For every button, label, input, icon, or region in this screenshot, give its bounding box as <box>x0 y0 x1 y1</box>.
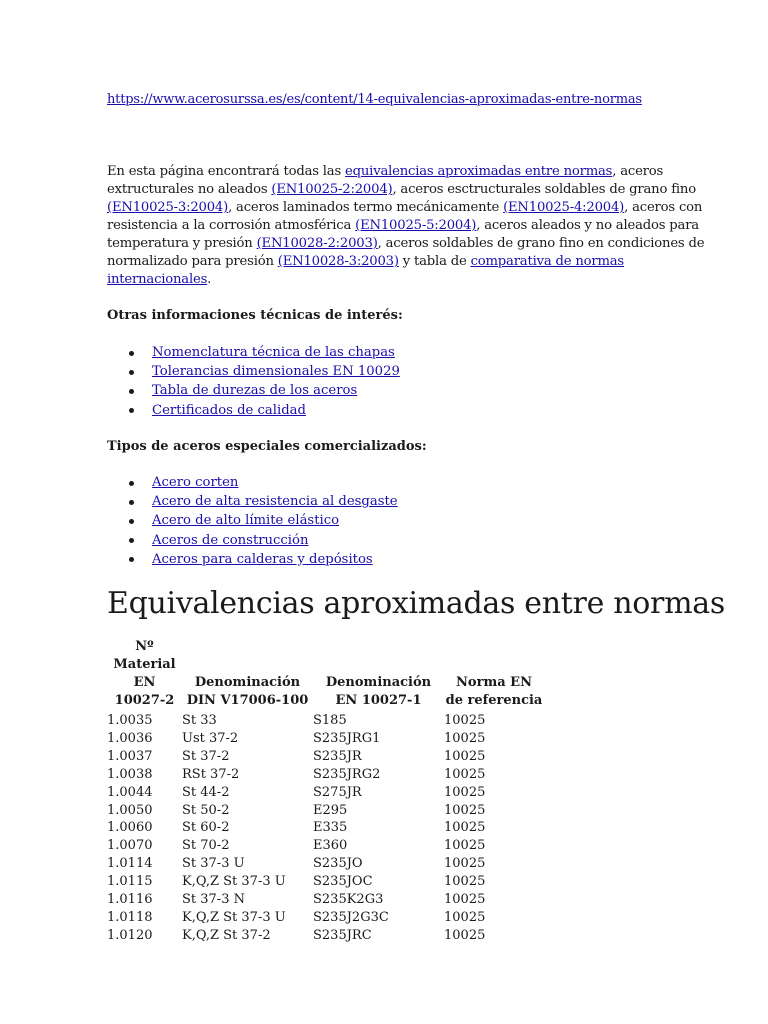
en-denomination-cell: S235JRG2 <box>313 766 381 782</box>
en-denomination-cell: S235JRC <box>313 927 372 943</box>
intro-text: extructurales no aleados <box>107 182 272 197</box>
list-item <box>107 362 400 381</box>
header-line: DIN V17006-100 <box>186 693 309 708</box>
intro-text: normalizado para presión <box>107 254 278 269</box>
intro-line <box>107 163 664 181</box>
en-reference-cell: 10025 <box>444 820 486 836</box>
comparativa-normas-link-cont[interactable]: internacionales <box>107 272 208 287</box>
page-title: Equivalencias aproximadas entre normas <box>107 586 725 621</box>
table-row <box>107 730 544 748</box>
bullet-icon <box>129 538 134 543</box>
material-number-cell: 1.0036 <box>107 730 153 746</box>
list-item <box>107 531 398 550</box>
alta-resistencia-link[interactable]: Acero de alta resistencia al desgaste <box>152 494 398 510</box>
header-line: Material <box>113 657 176 672</box>
table-row <box>107 748 544 766</box>
en-reference-cell: 10025 <box>444 909 486 925</box>
header-en-denomination <box>313 638 444 712</box>
en-reference-cell: 10025 <box>444 892 486 908</box>
header-line: Norma EN <box>456 675 532 690</box>
material-number-cell: 1.0037 <box>107 748 153 764</box>
material-number-cell: 1.0070 <box>107 838 153 854</box>
table-row <box>107 873 544 891</box>
steel-types-heading: Tipos de aceros especiales comercializados: <box>107 439 427 454</box>
list-item <box>107 511 398 530</box>
list-item <box>107 381 400 400</box>
intro-line <box>107 217 699 235</box>
din-denomination-cell: St 70-2 <box>182 838 230 854</box>
en-denomination-cell: S235JO <box>313 856 363 872</box>
material-number-cell: 1.0050 <box>107 802 153 818</box>
equivalencias-link[interactable]: equivalencias aproximadas entre normas <box>345 164 613 179</box>
table-header-row <box>107 638 544 712</box>
table-body <box>107 712 544 945</box>
en-reference-cell: 10025 <box>444 713 486 728</box>
list-item <box>107 492 398 511</box>
en10028-3-link[interactable]: (EN10028-3:2003) <box>277 254 399 269</box>
intro-line <box>107 253 647 271</box>
equivalences-table <box>107 638 544 945</box>
header-line: de referencia <box>445 693 543 708</box>
intro-text: , aceros laminados termo mecánicamente <box>228 200 504 215</box>
din-denomination-cell: St 44-2 <box>182 784 230 800</box>
intro-line <box>107 199 703 217</box>
material-number-cell: 1.0114 <box>107 856 153 872</box>
durezas-link[interactable]: Tabla de durezas de los aceros <box>152 383 358 399</box>
header-line: Nº <box>135 639 154 654</box>
intro-line <box>107 181 696 199</box>
table-row <box>107 909 544 927</box>
calderas-depositos-link[interactable]: Aceros para calderas y depósitos <box>152 551 373 567</box>
en10025-3-link[interactable]: (EN10025-3:2004) <box>107 200 229 215</box>
source-url-link[interactable]: https://www.acerosurssa.es/es/content/14-equivalencias-aproximadas-entre-normas <box>107 92 642 107</box>
intro-paragraph <box>107 163 705 289</box>
material-number-cell: 1.0115 <box>107 874 153 890</box>
din-denomination-cell: K,Q,Z St 37-3 U <box>182 909 286 925</box>
list-item <box>107 473 398 492</box>
other-info-heading: Otras informaciones técnicas de interés: <box>107 308 403 323</box>
bullet-icon <box>129 389 134 394</box>
intro-text: y tabla de <box>398 254 471 269</box>
en-denomination-cell: E360 <box>313 838 348 854</box>
en-denomination-cell: E295 <box>313 802 348 818</box>
intro-text: , aceros esctructurales soldables de grano fino <box>392 182 696 197</box>
din-denomination-cell: St 37-2 <box>182 748 230 764</box>
material-number-cell: 1.0038 <box>107 766 153 782</box>
list-item <box>107 550 398 569</box>
en-reference-cell: 10025 <box>444 784 486 800</box>
intro-text: . <box>207 272 212 287</box>
en10025-4-link[interactable]: (EN10025-4:2004) <box>503 200 625 215</box>
nomenclatura-link[interactable]: Nomenclatura técnica de las chapas <box>152 345 395 360</box>
header-din-denomination <box>182 638 313 712</box>
din-denomination-cell: St 50-2 <box>182 802 230 818</box>
header-line: Denominación <box>194 675 301 690</box>
acero-corten-link[interactable]: Acero corten <box>152 475 239 490</box>
tolerancias-link[interactable]: Tolerancias dimensionales EN 10029 <box>152 364 400 380</box>
intro-text: , aceros aleados y no aleados para <box>476 218 699 233</box>
table-row <box>107 819 544 837</box>
material-number-cell: 1.0116 <box>107 892 153 908</box>
material-number-cell: 1.0044 <box>107 784 153 800</box>
intro-text: , aceros soldables de grano fino en condiciones de <box>377 236 705 251</box>
en-denomination-cell: E335 <box>313 820 348 836</box>
en-denomination-cell: S235JOC <box>313 874 373 890</box>
bullet-icon <box>129 351 134 356</box>
material-number-cell: 1.0118 <box>107 909 153 925</box>
intro-text: temperatura y presión <box>107 236 257 251</box>
bullet-icon <box>129 408 134 413</box>
other-info-list <box>107 343 400 420</box>
table-row <box>107 927 544 945</box>
certificados-link[interactable]: Certificados de calidad <box>152 402 306 418</box>
din-denomination-cell: K,Q,Z St 37-3 U <box>182 874 286 890</box>
material-number-cell: 1.0035 <box>107 713 153 728</box>
din-denomination-cell: St 37-3 U <box>182 856 245 872</box>
bullet-icon <box>129 557 134 562</box>
list-item <box>107 343 400 362</box>
din-denomination-cell: St 33 <box>182 713 217 728</box>
en-denomination-cell: S275JR <box>313 784 362 800</box>
en-denomination-cell: S235JRG1 <box>313 730 381 746</box>
bullet-icon <box>129 519 134 524</box>
en-reference-cell: 10025 <box>444 748 486 764</box>
en-reference-cell: 10025 <box>444 838 486 854</box>
bullet-icon <box>129 370 134 375</box>
header-line: Denominación <box>325 675 432 690</box>
table-row <box>107 766 544 784</box>
alto-limite-elastico-link[interactable]: Acero de alto límite elástico <box>152 513 340 529</box>
en-reference-cell: 10025 <box>444 730 486 746</box>
comparativa-normas-link[interactable]: comparativa de normas <box>470 254 624 269</box>
din-denomination-cell: Ust 37-2 <box>182 730 239 746</box>
din-denomination-cell: St 37-3 N <box>182 892 245 908</box>
en-denomination-cell: S235JR <box>313 748 362 764</box>
en-reference-cell: 10025 <box>444 927 486 943</box>
table-row <box>107 837 544 855</box>
table-row <box>107 712 544 730</box>
table-row <box>107 891 544 909</box>
en-denomination-cell: S235J2G3C <box>313 909 389 925</box>
intro-line <box>107 235 705 253</box>
header-line: EN 10027-2 <box>114 675 175 708</box>
steel-types-list <box>107 473 398 569</box>
en-denomination-cell: S185 <box>313 713 347 728</box>
din-denomination-cell: RSt 37-2 <box>182 766 240 782</box>
en10028-2-link[interactable]: (EN10028-2:2003) <box>256 236 378 251</box>
material-number-cell: 1.0060 <box>107 820 153 836</box>
en-reference-cell: 10025 <box>444 802 486 818</box>
header-en-reference <box>444 638 544 712</box>
table-row <box>107 855 544 873</box>
en-reference-cell: 10025 <box>444 766 486 782</box>
intro-text: En esta página encontrará todas las <box>107 164 346 179</box>
din-denomination-cell: St 60-2 <box>182 820 230 836</box>
en-reference-cell: 10025 <box>444 874 486 890</box>
din-denomination-cell: K,Q,Z St 37-2 <box>182 927 271 943</box>
material-number-cell: 1.0120 <box>107 927 153 943</box>
intro-text: resistencia a la corrosión atmosférica <box>107 218 356 233</box>
intro-text: , aceros con <box>624 200 703 215</box>
en10025-5-link[interactable]: (EN10025-5:2004) <box>355 218 477 233</box>
en10025-2-link[interactable]: (EN10025-2:2004) <box>271 182 393 197</box>
list-item <box>107 401 400 420</box>
en-denomination-cell: S235K2G3 <box>313 892 384 908</box>
intro-text: , aceros <box>612 164 664 179</box>
bullet-icon <box>129 500 134 505</box>
table-row <box>107 802 544 820</box>
header-line: EN 10027-1 <box>335 693 422 708</box>
header-material-number <box>107 638 182 712</box>
intro-line <box>107 271 647 289</box>
aceros-construccion-link[interactable]: Aceros de construcción <box>152 532 309 548</box>
table-row <box>107 784 544 802</box>
en-reference-cell: 10025 <box>444 856 486 872</box>
bullet-icon <box>129 481 134 486</box>
